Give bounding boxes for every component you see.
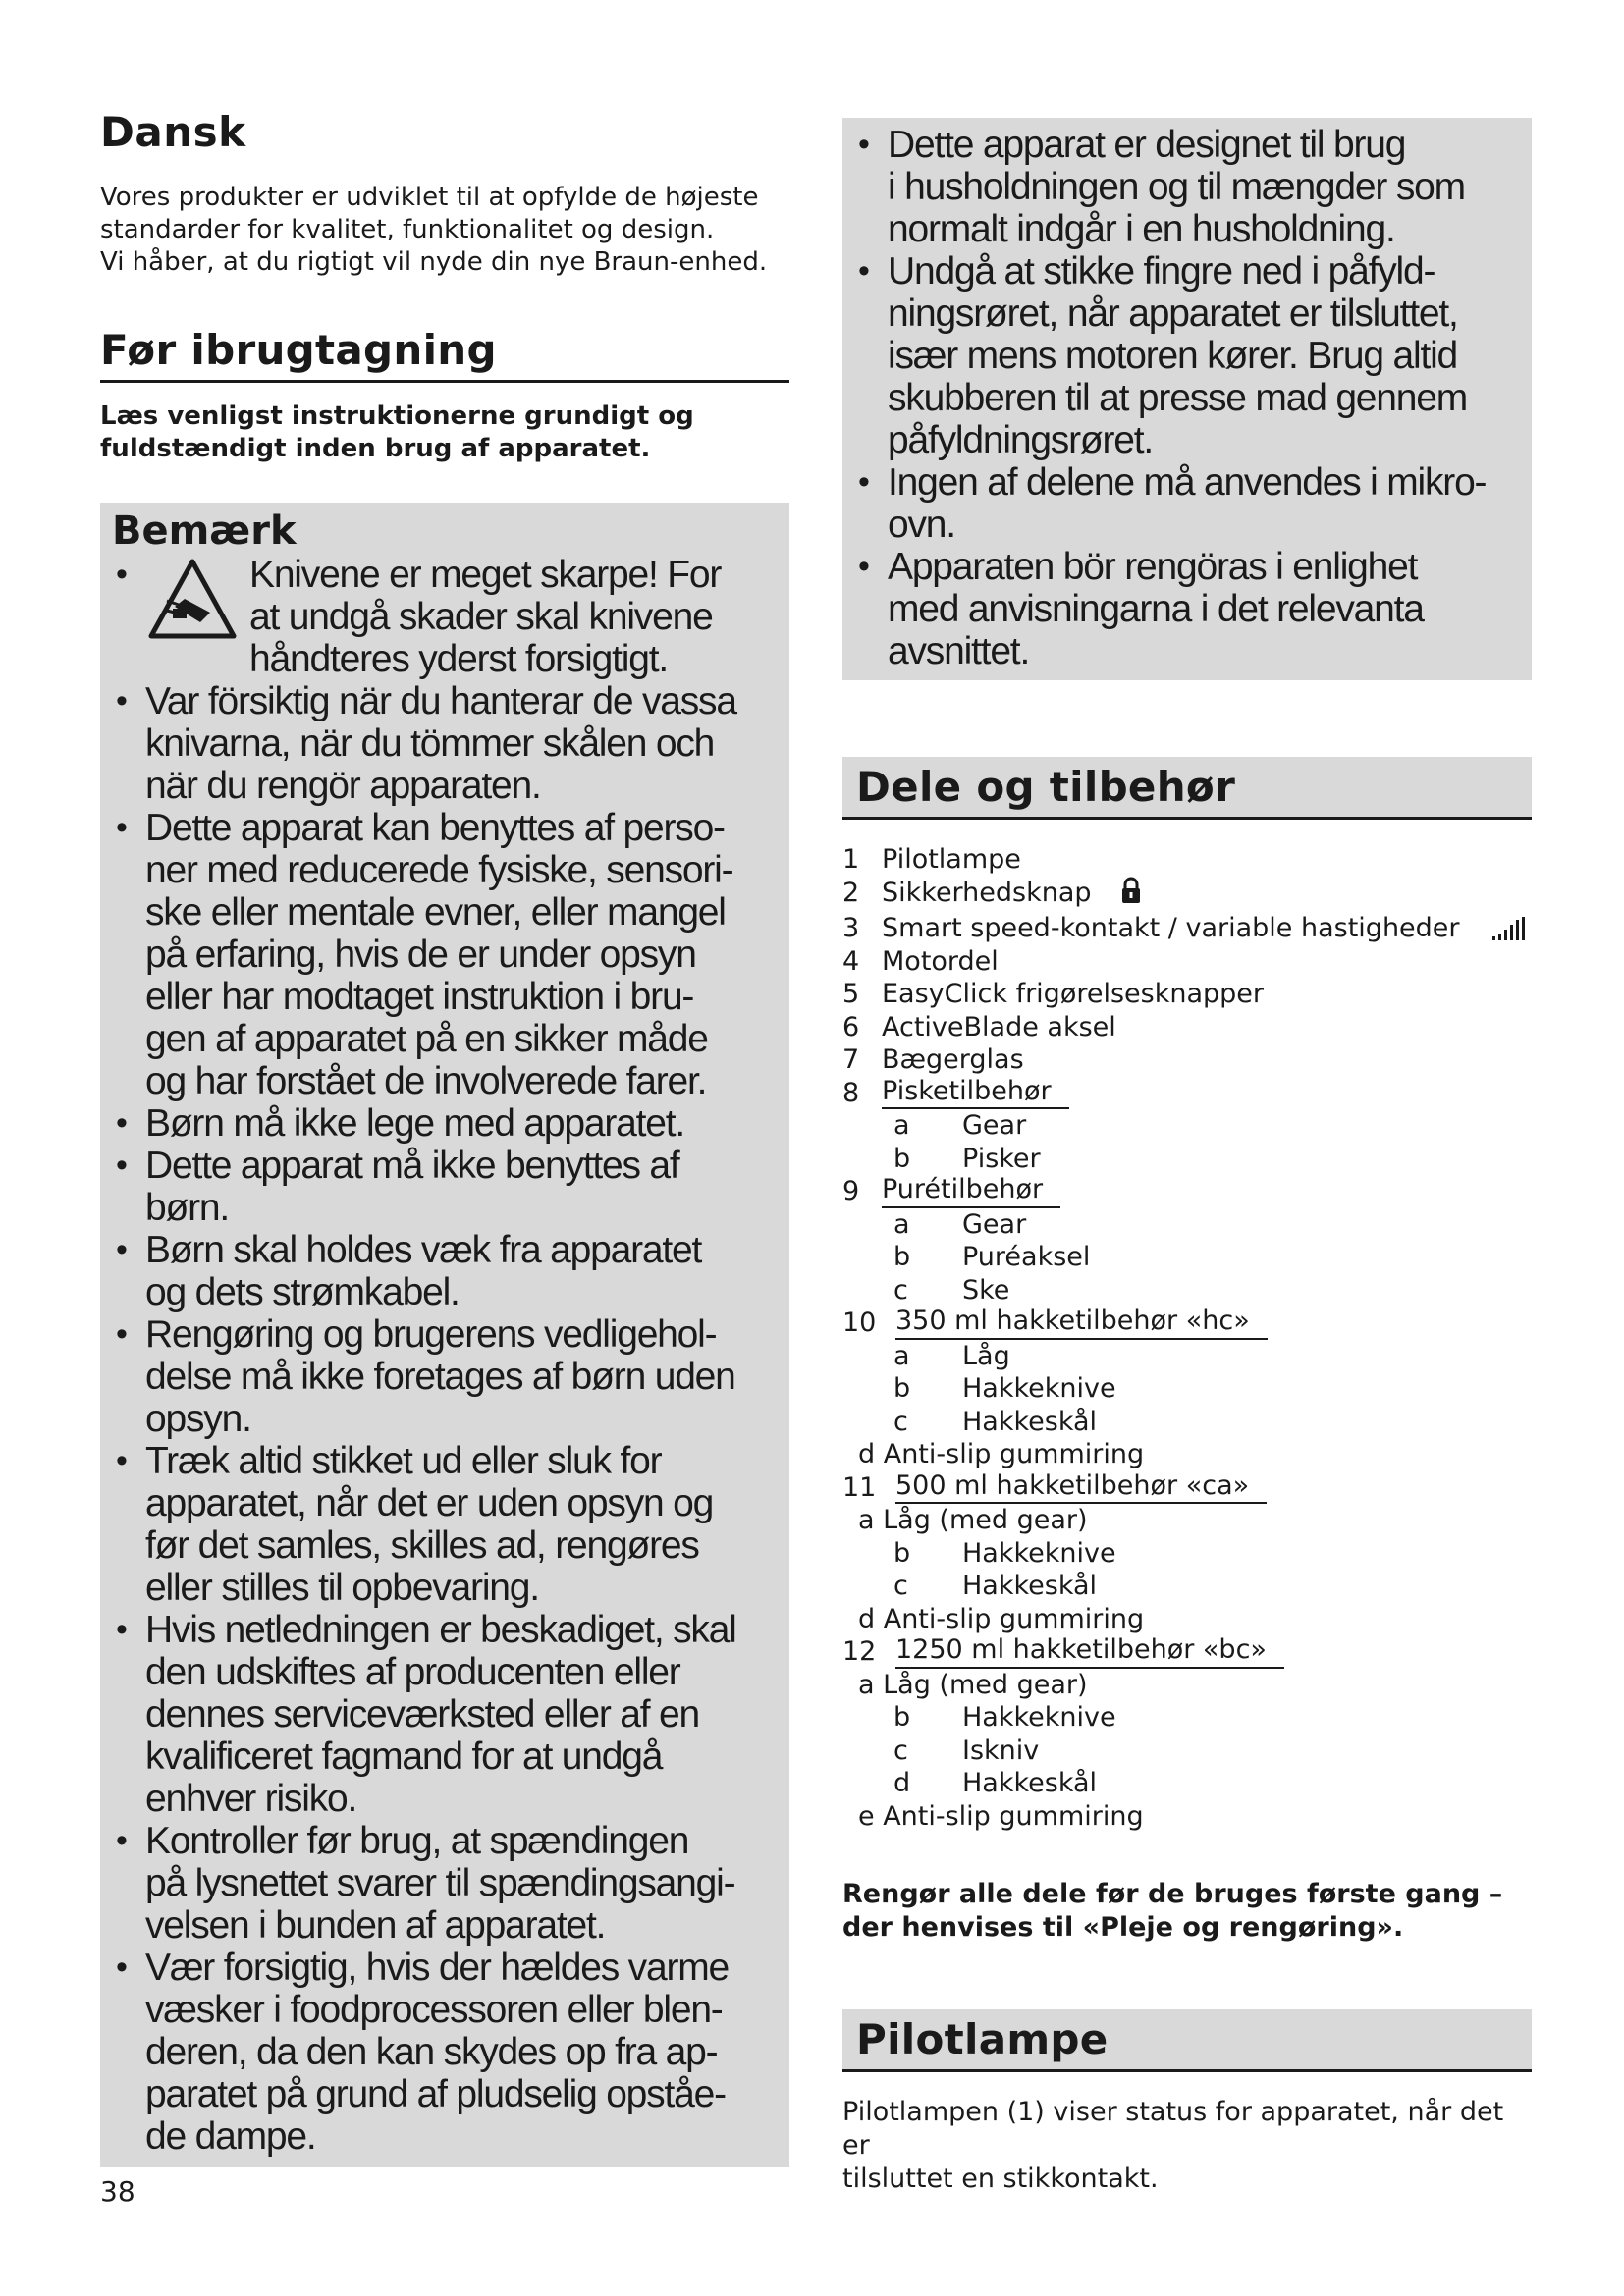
sub-item: e Anti-slip gummiring [858,1800,1144,1832]
bullet: • [116,809,127,846]
sub-item [842,1735,1532,1768]
warning-line: Knivene er meget skarpe! For [249,554,722,596]
paragraph-line: tilsluttet en stikkontakt. [842,2163,1159,2194]
part-label: Motordel [882,945,999,977]
warning-line: Dette apparat må ikke benyttes af [145,1145,679,1187]
warning-item [112,1440,774,1609]
warning-item [112,1229,774,1313]
sub-item: d Anti-slip gummiring [858,1603,1145,1634]
warning-line: Apparaten bör rengöras i enlighet [888,546,1418,588]
bullet: • [858,463,869,501]
before-use-heading: Før ibrugtagning [100,326,789,383]
warning-line: skubberen til at presse mad gennem [888,377,1468,419]
list-item [842,1175,1532,1208]
warning-line: Vær forsigtig, hvis der hældes varme [145,1947,730,1989]
part-number: 7 [842,1044,860,1075]
sub-label: Iskniv [962,1735,1040,1766]
sharp-blade-warning-icon [145,554,249,680]
bullet: • [858,126,869,163]
warning-line: påfyldningsrøret. [888,419,1154,461]
warning-line: at undgå skader skal knivene [249,596,713,638]
warning-item [112,1947,774,2158]
list-item [842,1011,1532,1044]
part-label: Purétilbehør [882,1175,1060,1208]
warning-line: før det samles, skilles ad, rengøres [145,1524,699,1567]
sub-letter: c [893,1406,908,1437]
sub-item [842,1241,1532,1274]
part-label: 1250 ml hakketilbehør «bc» [895,1635,1284,1669]
warning-line: deren, da den kan skydes op fra ap- [145,2031,718,2073]
bullet: • [116,556,127,593]
part-number: 4 [842,945,860,977]
warning-item [112,1609,774,1820]
warning-line: håndteres yderst forsigtigt. [249,638,668,680]
bemaerk-title: Bemærk [112,508,297,554]
sub-letter: d [893,1768,911,1798]
paragraph-line: Pilotlampen (1) viser status for apparatet, når det er [842,2097,1504,2161]
sub-letter: a [893,1110,910,1141]
sub-label: Pisker [962,1143,1041,1174]
sub-label: Gear [962,1110,1027,1141]
warning-line: enhver risiko. [145,1778,357,1820]
list-item [842,978,1532,1011]
part-number: 2 [842,877,860,908]
note-line: Rengør alle dele før de bruges første gang – [842,1879,1503,1909]
list-item [842,877,1532,913]
language-heading: Dansk [100,108,246,156]
sub-item [842,1537,1532,1571]
warning-line: paratet på grund af pludselig opståe- [145,2073,726,2115]
sub-label: Hakkeknive [962,1537,1116,1569]
warning-line: Dette apparat er designet til brug [888,124,1406,166]
sub-item: a Låg (med gear) [858,1505,1088,1535]
sub-letter: b [893,1143,911,1174]
pilot-paragraph [842,2096,1532,2196]
warning-line: ovn. [888,504,955,546]
sub-item [842,1109,1532,1143]
part-label: EasyClick frigørelsesknapper [882,979,1264,1009]
bullet: • [858,548,869,585]
sub-label: Ske [962,1274,1010,1306]
sub-letter: b [893,1373,911,1404]
warning-item [854,546,1516,672]
warning-item [854,461,1516,546]
warning-line: ske eller mentale evner, eller mangel [145,891,726,934]
sub-label: Hakkeskål [962,1571,1098,1601]
sub-label: Låg [962,1340,1010,1371]
part-label: Bægerglas [882,1044,1024,1075]
bullet: • [116,1442,127,1479]
sub-letter: b [893,1242,911,1272]
before-use-note [100,400,789,465]
warning-item [112,1820,774,1947]
list-item [842,1077,1532,1110]
sub-letter: c [893,1274,908,1306]
list-item [842,912,1532,945]
warning-line: dennes serviceværksted eller af en [145,1693,700,1735]
warning-list [112,554,774,2158]
sub-letter: a [893,1340,910,1371]
warning-line: eller har modtaget instruktion i bru- [145,976,694,1018]
list-item [842,1471,1532,1505]
warning-item [112,807,774,1102]
warning-line: væsker i foodprocessoren eller blen- [145,1989,723,2031]
sub-item [842,1701,1532,1735]
list-item [842,843,1532,877]
note-line: Læs venligst instruktionerne grundigt og [100,401,694,431]
warning-item [854,124,1516,250]
bullet: • [116,1611,127,1648]
left-column [100,108,789,2167]
sub-letter: b [893,1702,911,1733]
part-number: 9 [842,1176,860,1206]
warning-line: apparatet, når det er uden opsyn og [145,1482,714,1524]
warning-line: Rengøring og brugerens vedligehol- [145,1313,717,1356]
part-label: Sikkerhedsknap [882,877,1092,908]
intro-line: Vi håber, at du rigtigt vil nyde din nye Braun-enhed. [100,247,768,277]
warning-line: gen af apparatet på en sikker måde [145,1018,708,1060]
sub-letter: c [893,1735,908,1766]
warning-line: på erfaring, hvis de er under opsyn [145,934,696,976]
list-item [842,1635,1532,1669]
bullet: • [116,1822,127,1859]
part-label: 500 ml hakketilbehør «ca» [895,1471,1267,1505]
sub-label: Hakkeknive [962,1373,1116,1404]
speed-signal-icon [1492,916,1526,949]
sub-label: Hakkeknive [962,1702,1116,1733]
page-number: 38 [100,2175,135,2208]
sub-item [842,1208,1532,1242]
sub-letter: c [893,1571,908,1601]
pilot-heading: Pilotlampe [842,2009,1532,2072]
part-number: 6 [842,1011,860,1042]
parts-list [842,843,1532,1833]
warning-line: knivarna, när du tömmer skålen och [145,722,715,765]
warning-line: Kontroller før brug, at spændingen [145,1820,689,1862]
intro-line: Vores produkter er udviklet til at opfylde de højeste [100,183,759,212]
sub-item [842,1143,1532,1176]
intro-paragraph [100,182,789,279]
sub-item [842,1274,1532,1308]
knife-warning-item [112,554,774,680]
warning-line: Børn må ikke lege med apparatet. [145,1102,685,1145]
warning-line: de dampe. [145,2115,316,2158]
note-line: fuldstændigt inden brug af apparatet. [100,434,651,463]
sub-letter: b [893,1537,911,1569]
sub-item: a Låg (med gear) [858,1669,1088,1700]
warning-line: Træk altid stikket ud eller sluk for [145,1440,662,1482]
warning-line: Hvis netledningen er beskadiget, skal [145,1609,736,1651]
warning-line: avsnittet. [888,630,1030,672]
warning-line: Dette apparat kan benyttes af perso- [145,807,725,849]
part-number: 12 [842,1636,877,1667]
list-item [842,945,1532,979]
bemaerk-box [100,503,789,2167]
sub-label: Hakkeskål [962,1406,1098,1437]
part-label: ActiveBlade aksel [882,1011,1116,1042]
warning-item [112,680,774,807]
part-number: 11 [842,1471,877,1503]
bullet: • [116,1949,127,1986]
warning-item [112,1102,774,1145]
bullet: • [116,682,127,720]
parts-heading: Dele og tilbehør [842,757,1532,820]
warning-line: især mens motoren kører. Brug altid [888,335,1458,377]
note-line: der henvises til «Pleje og rengøring». [842,1912,1404,1943]
warning-line: velsen i bunden af apparatet. [145,1904,606,1947]
warning-line: børn. [145,1187,230,1229]
sub-item [842,1372,1532,1406]
warning-line: Ingen af delene må anvendes i mikro- [888,461,1487,504]
warning-item [112,1313,774,1440]
bullet: • [858,252,869,290]
warning-list [854,124,1516,672]
warning-line: kvalificeret fagmand for at undgå [145,1735,663,1778]
warning-line: med anvisningarna i det relevanta [888,588,1424,630]
part-label: Smart speed-kontakt / variable hastigheder [882,913,1460,943]
warning-line: og har forstået de involverede farer. [145,1060,707,1102]
warning-line: og dets strømkabel. [145,1271,460,1313]
part-label: Pilotlampe [882,844,1021,875]
warning-item [854,250,1516,461]
warning-line: opsyn. [145,1398,251,1440]
list-item [842,1043,1532,1077]
warning-line: den udskiftes af producenten eller [145,1651,680,1693]
bullet: • [116,1315,127,1353]
part-label: Pisketilbehør [882,1077,1069,1110]
sub-item [842,1406,1532,1439]
sub-item [842,1340,1532,1373]
sub-label: Hakkeskål [962,1768,1098,1798]
bullet: • [116,1104,127,1142]
list-item [842,1307,1532,1340]
warning-line: normalt indgår i en husholdning. [888,208,1395,250]
sub-letter: a [893,1208,910,1240]
part-number: 8 [842,1077,860,1108]
lock-icon [1121,877,1141,913]
warning-line: eller stilles til opbevaring. [145,1567,539,1609]
warning-line: Var försiktig när du hanterar de vassa [145,680,736,722]
sub-item [842,1767,1532,1800]
part-label: 350 ml hakketilbehør «hc» [895,1307,1268,1340]
warning-item [112,1145,774,1229]
bullet: • [116,1147,127,1184]
sub-label: Gear [962,1208,1027,1240]
right-column [842,118,1532,2196]
part-number: 10 [842,1308,877,1338]
warning-line: ner med reducerede fysiske, sensori- [145,849,733,891]
intro-line: standarder for kvalitet, funktionalitet og design. [100,215,715,244]
sub-item: d Anti-slip gummiring [858,1439,1145,1469]
safety-box-continued [842,118,1532,680]
warning-line: Undgå at stikke fingre ned i påfyld- [888,250,1435,293]
warning-line: delse må ikke foretages af børn uden [145,1356,735,1398]
warning-line: i husholdningen og til mængder som [888,166,1465,208]
part-number: 3 [842,913,860,943]
cleaning-note [842,1878,1532,1945]
bullet: • [116,1231,127,1268]
part-number: 1 [842,844,860,875]
warning-line: Børn skal holdes væk fra apparatet [145,1229,702,1271]
warning-line: på lysnettet svarer til spændingsangi- [145,1862,735,1904]
sub-item [842,1570,1532,1603]
sub-label: Puréaksel [962,1242,1091,1272]
part-number: 5 [842,979,860,1009]
warning-line: när du rengör apparaten. [145,765,541,807]
warning-line: ningsrøret, når apparatet er tilsluttet, [888,293,1458,335]
